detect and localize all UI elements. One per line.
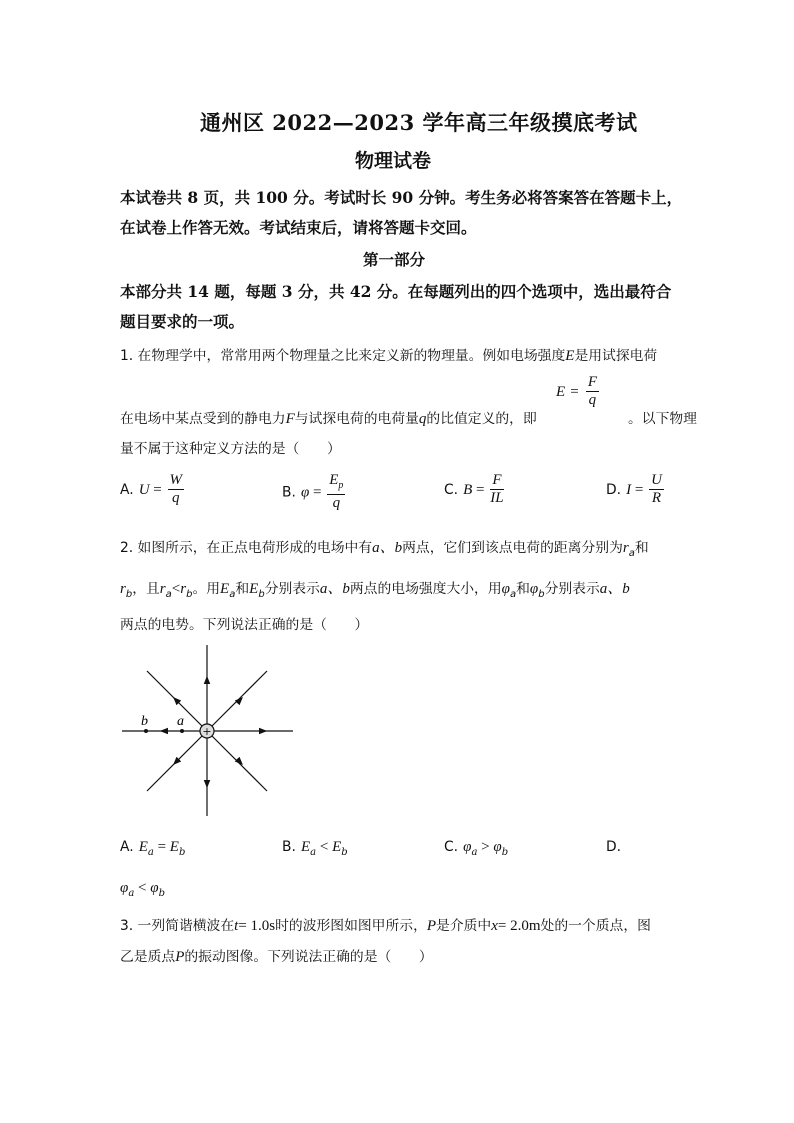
instructions-line-1: 本试卷共 8 页，共 100 分。考试时长 90 分钟。考生务必将答案答在答题卡上， (120, 188, 683, 207)
q1-line-3: 量不属于这种定义方法的是（ ） (120, 441, 341, 457)
exam-title: 通州区 2022—2023 学年高三年级摸底考试 (200, 110, 638, 135)
part-intro-line-2: 题目要求的一项。 (120, 312, 245, 331)
q2-option-d-body[interactable]: $\varphi_a < \varphi_b$ (120, 880, 165, 899)
q2-line-2: $r_b$，且$r_a<r_b$。用$E_a$和$E_b$分别表示a、b两点的电场强度大小，用$\varphi_a$和$\varphi_b$分别表示a、b (120, 581, 630, 600)
q1-option-b[interactable]: B. φ = $\frac{E_p}{q}$ (282, 472, 344, 511)
q1-option-c[interactable]: C. B = $\frac{F}{IL}$ (444, 472, 504, 506)
point-a (180, 729, 184, 733)
instructions-line-2: 在试卷上作答无效。考试结束后，请将答题卡交回。 (120, 218, 477, 237)
q1-line-2-tail: 。以下物理 (628, 411, 697, 427)
q2-line-1: 2. 如图所示，在正点电荷形成的电场中有a、b两点，它们到该点电荷的距离分别为$r_a$和 (120, 540, 649, 559)
q3-line-1: 3. 一列简谐横波在t= 1.0s时的波形图如图甲所示，P是介质中x= 2.0m处的一个质点，图 (120, 918, 651, 934)
q1-line-2: 在电场中某点受到的静电力F与试探电荷的电荷量q的比值定义的，即 (120, 411, 537, 427)
q1-option-d[interactable]: D. I = $\frac{U}{R}$ (606, 472, 662, 506)
charge-sign: + (202, 725, 212, 738)
exam-subtitle: 物理试卷 (355, 150, 432, 172)
field-line-upper-right (207, 671, 267, 731)
q2-option-a[interactable]: A. $E_a = E_b$ (120, 839, 186, 858)
point-b (144, 729, 148, 733)
q2-line-3: 两点的电势。下列说法正确的是（ ） (120, 617, 369, 633)
q1-inline-formula: E = $\frac{F}{q}$ (556, 374, 597, 408)
q2-option-c[interactable]: C. $\varphi_a > \varphi_b$ (444, 839, 509, 858)
q3-line-2: 乙是质点P的振动图像。下列说法正确的是（ ） (120, 949, 433, 965)
part-heading: 第一部分 (363, 250, 426, 269)
part-intro-line-1: 本部分共 14 题，每题 3 分，共 42 分。在每题列出的四个选项中，选出最符合 (120, 282, 672, 301)
label-b: b (141, 714, 148, 729)
field-line-lower-right (207, 731, 267, 791)
q1-line-1: 1. 在物理学中，常常用两个物理量之比来定义新的物理量。例如电场强度E是用试探电荷 (120, 348, 658, 364)
q2-option-d[interactable]: D. (606, 839, 622, 855)
label-a: a (177, 714, 184, 729)
q1-option-a[interactable]: A. U = $\frac{W}{q}$ (120, 472, 182, 506)
electric-field-figure (110, 640, 310, 820)
q2-option-b[interactable]: B. $E_a < E_b$ (282, 839, 348, 858)
